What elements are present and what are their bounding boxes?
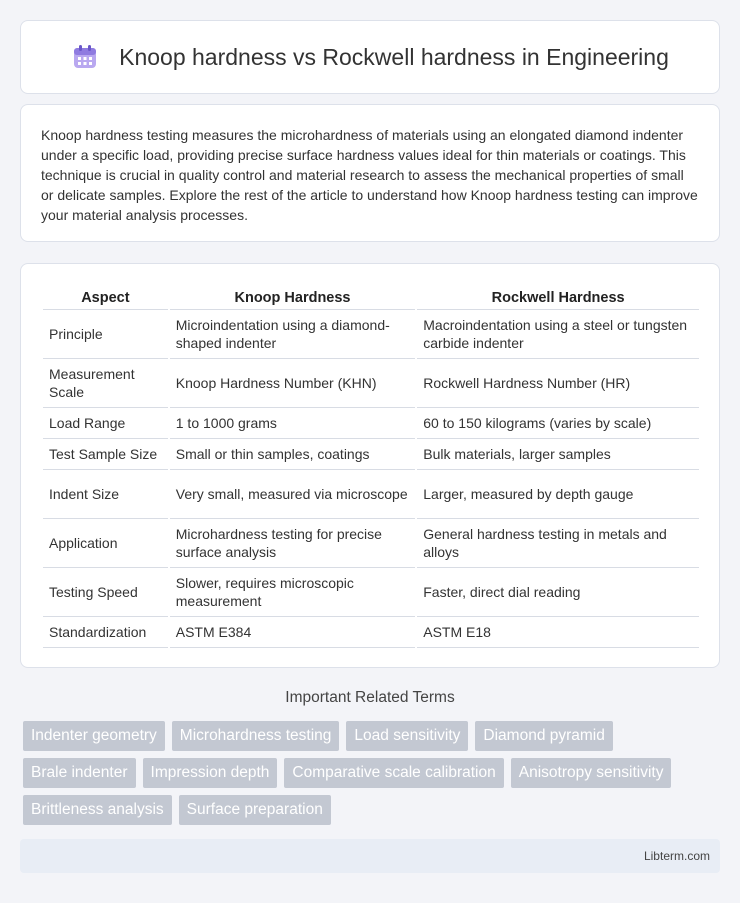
table-row: [43, 310, 699, 359]
footer: [20, 839, 720, 873]
tag-brale-indenter[interactable]: Brale indenter: [23, 758, 136, 788]
page-title: Knoop hardness vs Rockwell hardness in Engineering: [119, 43, 669, 70]
table-cell: Macroindentation using a steel or tungsten carbide indenter: [417, 310, 699, 359]
table-cell: Load Range: [43, 408, 168, 439]
table-cell: Test Sample Size: [43, 439, 168, 470]
comparison-table-card: [20, 263, 720, 668]
table-cell: Standardization: [43, 617, 168, 648]
table-cell: Rockwell Hardness Number (HR): [417, 359, 699, 408]
table-cell: 60 to 150 kilograms (varies by scale): [417, 408, 699, 439]
tag-indenter-geometry[interactable]: Indenter geometry: [23, 721, 165, 751]
title-card: [20, 20, 720, 94]
table-row: [43, 519, 699, 568]
table-cell: Small or thin samples, coatings: [170, 439, 416, 470]
intro-paragraph: Knoop hardness testing measures the microhardness of materials using an elongated diamond indenter under a specific load, providing precise surface hardness values ideal for thin materials or coatings. This technique is crucial in quality control and material research to assess the mechanical properties of small or delicate samples. Explore the rest of the article to understand how Knoop hardness testing can improve your material analysis processes.: [41, 127, 698, 223]
tag-diamond-pyramid[interactable]: Diamond pyramid: [475, 721, 612, 751]
tag-impression-depth[interactable]: Impression depth: [143, 758, 278, 788]
intro-card: [20, 104, 720, 242]
table-cell: Microindentation using a diamond-shaped indenter: [170, 310, 416, 359]
calendar-icon: [71, 43, 99, 71]
table-cell: 1 to 1000 grams: [170, 408, 416, 439]
table-header-row: [43, 284, 699, 310]
table-cell: Knoop Hardness Number (KHN): [170, 359, 416, 408]
related-terms-title: Important Related Terms: [285, 689, 455, 706]
table-cell: General hardness testing in metals and alloys: [417, 519, 699, 568]
table-cell: Application: [43, 519, 168, 568]
tag-load-sensitivity[interactable]: Load sensitivity: [346, 721, 468, 751]
footer-brand[interactable]: Libterm.com: [643, 849, 710, 863]
related-terms-list: [23, 721, 723, 832]
table-cell: Principle: [43, 310, 168, 359]
table-row: [43, 617, 699, 648]
tag-anisotropy-sensitivity[interactable]: Anisotropy sensitivity: [511, 758, 672, 788]
tag-comparative-scale-calibration[interactable]: Comparative scale calibration: [284, 758, 503, 788]
table-cell: Measurement Scale: [43, 359, 168, 408]
table-cell: Microhardness testing for precise surface analysis: [170, 519, 416, 568]
table-row: [43, 470, 699, 519]
table-cell: ASTM E18: [417, 617, 699, 648]
tag-row: [23, 758, 723, 788]
table-cell: ASTM E384: [170, 617, 416, 648]
table-row: [43, 439, 699, 470]
table-cell: Larger, measured by depth gauge: [417, 470, 699, 519]
table-row: [43, 568, 699, 617]
column-header: Knoop Hardness: [170, 284, 416, 310]
table-cell: Indent Size: [43, 470, 168, 519]
table-cell: Very small, measured via microscope: [170, 470, 416, 519]
column-header: Aspect: [43, 284, 168, 310]
table-cell: Faster, direct dial reading: [417, 568, 699, 617]
table-cell: Bulk materials, larger samples: [417, 439, 699, 470]
table-row: [43, 359, 699, 408]
comparison-table: [41, 284, 701, 648]
column-header: Rockwell Hardness: [417, 284, 699, 310]
tag-brittleness-analysis[interactable]: Brittleness analysis: [23, 795, 172, 825]
tag-surface-preparation[interactable]: Surface preparation: [179, 795, 331, 825]
table-row: [43, 408, 699, 439]
tag-microhardness-testing[interactable]: Microhardness testing: [172, 721, 340, 751]
tag-row: [23, 721, 723, 751]
table-cell: Testing Speed: [43, 568, 168, 617]
tag-row: [23, 795, 723, 825]
table-cell: Slower, requires microscopic measurement: [170, 568, 416, 617]
